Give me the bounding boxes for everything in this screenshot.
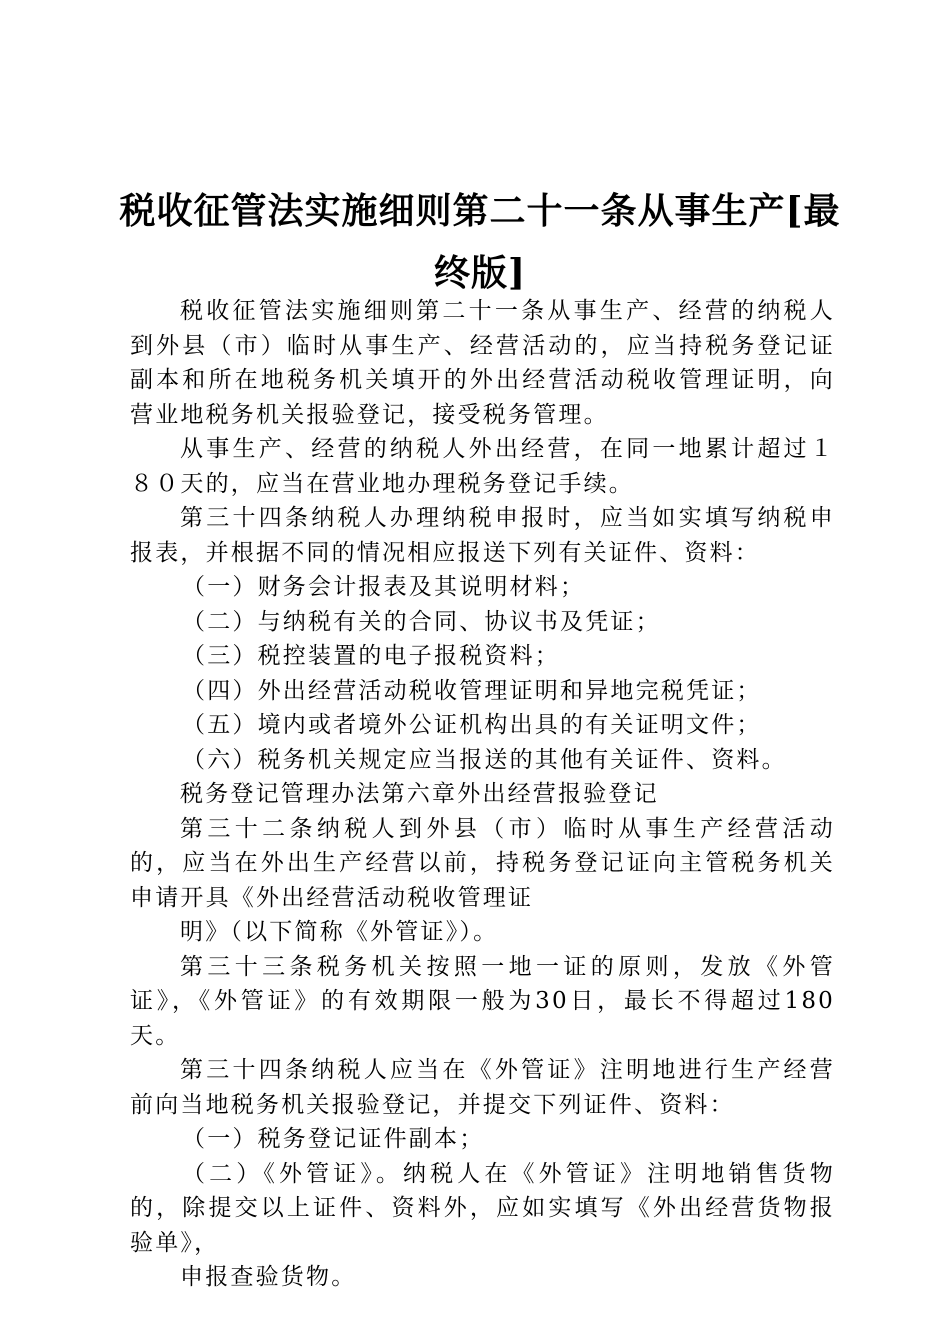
document-title — [110, 180, 850, 304]
list-item: （二）《外管证》。纳税人在《外管证》注明地销售货物的，除提交以上证件、资料外，应如实填写《外出经营货物报验单》， — [130, 1160, 835, 1256]
paragraph: 从事生产、经营的纳税人外出经营，在同一地累计超过１８０天的，应当在营业地办理税务登记手续。 — [130, 436, 835, 497]
list-item: （五）境内或者境外公证机构出具的有关证明文件； — [182, 712, 762, 738]
paragraph: 第三十四条纳税人办理纳税申报时，应当如实填写纳税申报表，并根据不同的情况相应报送下列有关证件、资料： — [130, 505, 835, 566]
paragraph: 第三十三条税务机关按照一地一证的原则，发放《外管证》，《外管证》的有效期限一般为30日，最长不得超过180天。 — [130, 953, 835, 1049]
document-body — [130, 294, 835, 1295]
paragraph: 申报查验货物。 — [180, 1264, 357, 1290]
paragraph: 明》（以下简称《外管证》）。 — [180, 919, 499, 945]
list-item: （一）财务会计报表及其说明材料； — [182, 574, 586, 600]
list-item: （三）税控装置的电子报税资料； — [182, 643, 560, 669]
title-line-2: 终版] — [433, 252, 527, 294]
paragraph: 第三十四条纳税人应当在《外管证》注明地进行生产经营前向当地税务机关报验登记，并提交下列证件、资料： — [130, 1057, 835, 1118]
title-line-1: 税收征管法实施细则第二十一条从事生产[最 — [119, 190, 841, 232]
list-item: （二）与纳税有关的合同、协议书及凭证； — [182, 608, 661, 635]
list-item: （一）税务登记证件副本； — [182, 1126, 485, 1152]
section-heading: 税务登记管理办法第六章外出经营报验登记 — [180, 781, 659, 807]
list-item: （四）外出经营活动税收管理证明和异地完税凭证； — [182, 677, 762, 704]
list-item: （六）税务机关规定应当报送的其他有关证件、资料。 — [182, 746, 787, 773]
paragraph: 第三十二条纳税人到外县（市）临时从事生产经营活动的，应当在外出生产经营以前，持税务登记证向主管税务机关申请开具《外出经营活动税收管理证 — [130, 815, 835, 911]
paragraph: 税收征管法实施细则第二十一条从事生产、经营的纳税人到外县（市）临时从事生产、经营活动的，应当持税务登记证副本和所在地税务机关填开的外出经营活动税收管理证明，向营业地税务机关报验登记，接受税务管理。 — [130, 298, 835, 428]
